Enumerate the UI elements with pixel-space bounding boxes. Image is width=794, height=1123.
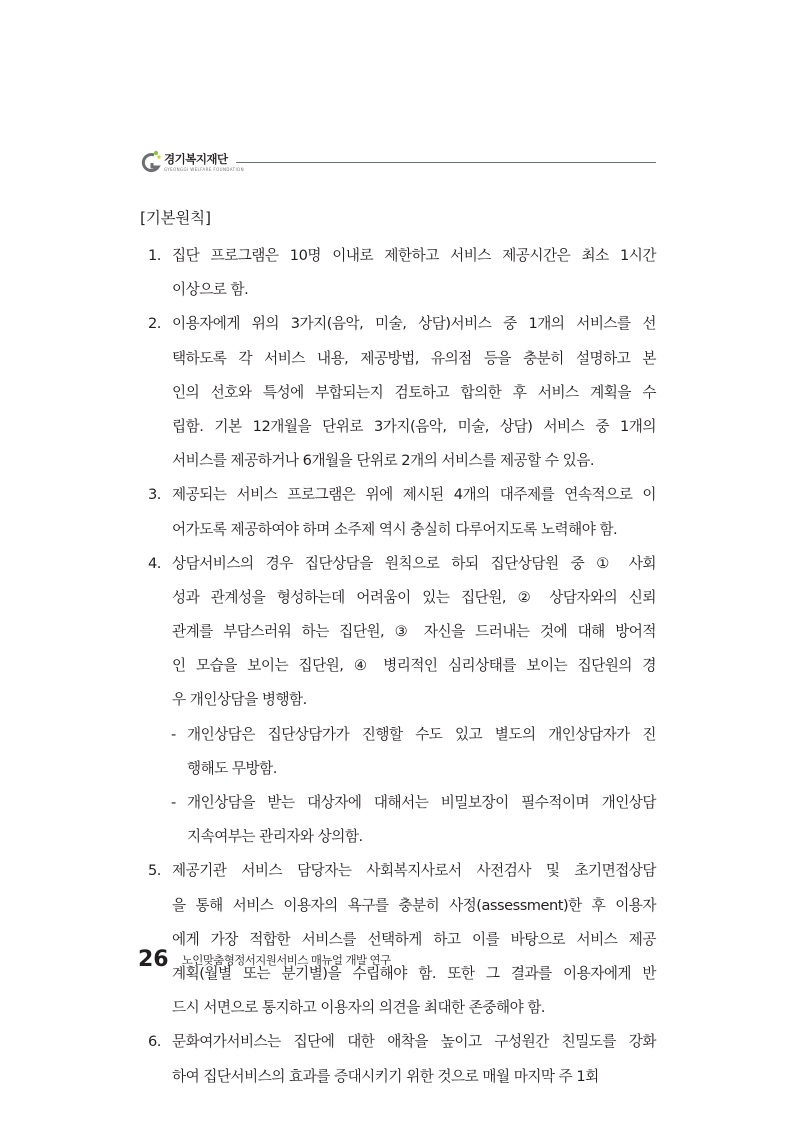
item-text-line: 드시 서면으로 통지하고 이용자의 의견을 최대한 존중해야 함. bbox=[172, 999, 546, 1017]
numbered-item bbox=[148, 311, 656, 482]
numbered-item bbox=[148, 482, 656, 550]
item-number: 4. bbox=[148, 554, 161, 572]
item-text-line: 립함. 기본 12개월을 단위로 3가지(음악, 미술, 상담) 서비스 중 1개의 bbox=[172, 417, 656, 435]
item-text-line: 개인상담은 집단상담가가 진행할 수도 있고 별도의 개인상담자가 진 bbox=[187, 725, 656, 743]
item-number: 6. bbox=[148, 1033, 161, 1051]
item-dash: - bbox=[171, 794, 177, 811]
org-subtitle: GYEONGGI WELFARE FOUNDATION bbox=[164, 167, 244, 172]
item-text-line: 택하도록 각 서비스 내용, 제공방법, 유의점 등을 충분히 설명하고 본 bbox=[172, 349, 656, 367]
page-header bbox=[140, 149, 656, 179]
item-text-line: 에게 가장 적합한 서비스를 선택하게 하고 이를 바탕으로 서비스 제공 bbox=[172, 930, 656, 948]
item-text-line: 인 모습을 보이는 집단원, ④ 병리적인 심리상태를 보이는 집단원의 경 bbox=[172, 657, 656, 675]
header-rule bbox=[236, 162, 656, 163]
dash-item bbox=[171, 722, 656, 790]
item-text-line: 인의 선호와 특성에 부합되는지 검토하고 합의한 후 서비스 계획을 수 bbox=[172, 383, 656, 401]
numbered-item bbox=[148, 858, 656, 1029]
dash-item bbox=[171, 790, 656, 858]
item-text-line: 개인상담을 받는 대상자에 대해서는 비밀보장이 필수적이며 개인상담 bbox=[187, 794, 656, 811]
item-text-line: 우 개인상담을 병행함. bbox=[172, 691, 307, 709]
item-text-line: 성과 관계성을 형성하는데 어려움이 있는 집단원, ② 상담자와의 신뢰 bbox=[172, 588, 656, 606]
item-text-line: 이용자에게 위의 3가지(음악, 미술, 상담)서비스 중 1개의 서비스를 선 bbox=[172, 315, 656, 333]
item-text-line: 을 통해 서비스 이용자의 욕구를 충분히 사정(assessment)한 후 이용자 bbox=[172, 896, 656, 914]
page-number: 26 bbox=[138, 947, 169, 972]
item-dash: - bbox=[171, 725, 177, 743]
item-number: 5. bbox=[148, 862, 161, 880]
item-text-line: 이상으로 함. bbox=[172, 281, 249, 299]
item-text-line: 행해도 무방함. bbox=[187, 759, 277, 777]
item-number: 3. bbox=[148, 486, 161, 504]
book-title: 노인맞춤형정서지원서비스 매뉴얼 개발 연구 bbox=[181, 952, 391, 967]
section-title: [기본원칙] bbox=[140, 209, 211, 227]
item-text-line: 어가도록 제공하여야 하며 소주제 역시 충실히 다루어지도록 노력해야 함. bbox=[172, 520, 618, 538]
numbered-item bbox=[148, 1029, 656, 1097]
page-footer bbox=[138, 947, 391, 977]
item-text-line: 지속여부는 관리자와 상의함. bbox=[187, 828, 363, 846]
item-text-line: 계획(월별 또는 분기별)을 수립해야 함. 또한 그 결과를 이용자에게 반 bbox=[172, 964, 656, 982]
item-number: 1. bbox=[148, 247, 161, 264]
numbered-item bbox=[148, 551, 656, 722]
item-text-line: 서비스를 제공하거나 6개월을 단위로 2개의 서비스를 제공할 수 있음. bbox=[172, 452, 594, 470]
item-text-line: 관계를 부담스러워 하는 집단원, ③ 자신을 드러내는 것에 대해 방어적 bbox=[172, 623, 656, 641]
item-text-line: 문화여가서비스는 집단에 대한 애착을 높이고 구성원간 친밀도를 강화 bbox=[172, 1033, 656, 1051]
item-text-line: 하여 집단서비스의 효과를 증대시키기 위한 것으로 매월 마지막 주 1회 bbox=[172, 1067, 599, 1085]
foundation-logo-icon bbox=[140, 149, 162, 175]
item-text-line: 제공기관 서비스 담당자는 사회복지사로서 사전검사 및 초기면접상담 bbox=[172, 862, 656, 880]
numbered-item bbox=[148, 243, 656, 311]
item-number: 2. bbox=[148, 315, 161, 333]
org-name: 경기복지재단 bbox=[164, 152, 228, 166]
item-text-line: 집단 프로그램은 10명 이내로 제한하고 서비스 제공시간은 최소 1시간 bbox=[172, 247, 656, 264]
item-text-line: 상담서비스의 경우 집단상담을 원칙으로 하되 집단상담원 중 ① 사회 bbox=[172, 554, 656, 572]
item-text-line: 제공되는 서비스 프로그램은 위에 제시된 4개의 대주제를 연속적으로 이 bbox=[172, 486, 656, 504]
